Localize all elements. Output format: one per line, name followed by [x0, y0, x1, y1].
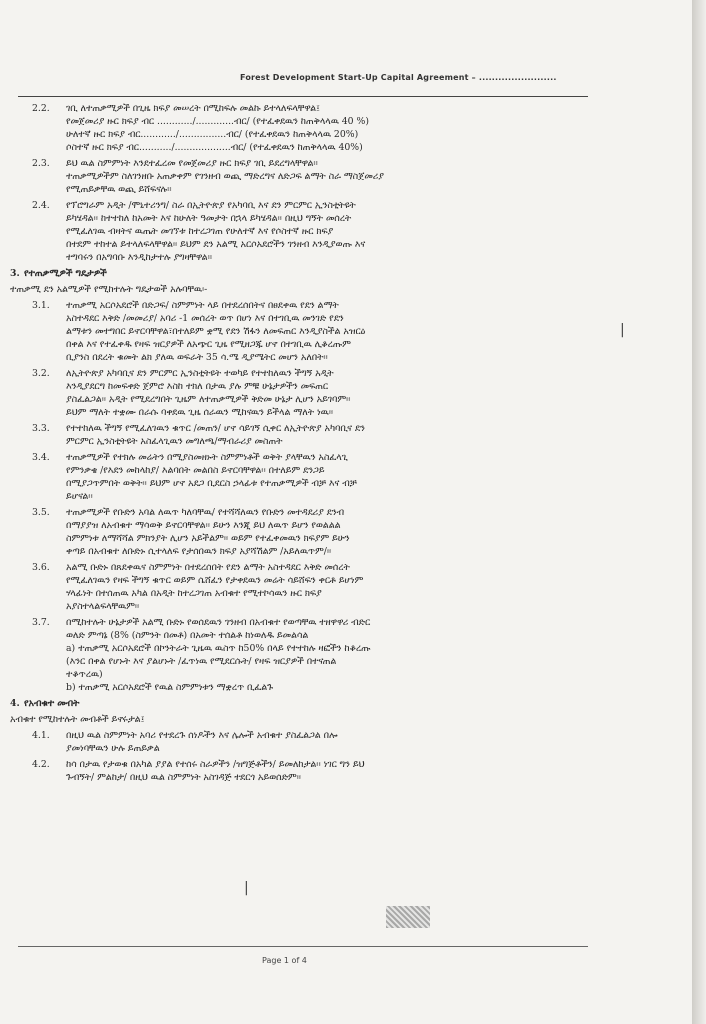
text-line: b) ተጠቃሚ አርሶአደሮች የዉል ስምምነቱን ማቋረጥ ቢፈልጉ: [66, 682, 273, 693]
footer-rule: [18, 946, 588, 947]
clause-number: 2.2.: [32, 103, 50, 114]
text-line: ስምምነቱ ለማሻሻል ምክንያት ሊሆን አይችልም፡፡ ወይም የተፈቀመዉን ክፍያም ይሁን: [66, 533, 350, 544]
clause: [10, 713, 678, 726]
text-line: ይሆናል፡፡: [66, 491, 93, 502]
text-line: ተግባሩን በአግባቡ እንዲከታተሉ ያግዛቸዋል።: [66, 252, 212, 263]
clause: [10, 506, 678, 558]
stamp-mark: [386, 906, 430, 928]
text-line: አያስተላልፍላቸዉም፡፡: [66, 601, 140, 612]
text-line: የሚፈለገዉን የዛፍ ችግኝ ቁጥር ወይም ሴሸፈን የታቀደዉን መሬት ሳይሸፍን ቀርቶ ይሆነም: [66, 575, 364, 586]
text-line: ለኢትዮጵያ አካባቢና ደን ምርምር ኢንስቲትዩት ተወካይ የተተከለዉን ችግኝ አዲት: [66, 368, 334, 379]
text-line: ቢያንስ በደረት ቁመት ልክ ያለዉ ወፍራት 35 ሳ.ሜ ዲያሜትር መሆን አለበት፡፡: [66, 352, 328, 363]
text-line: የመጀመሪያ ዙር ክፍያ ብር ............/.............ብር/ (የተፈቀደዉን ከጠቅላላዉ 40 %): [66, 116, 369, 127]
text-line: ይህም ማለት ተቋሙ በራሱ ባቀደዉ ጊዜ ሰራዉን ሚከናዉን ይችላል ማለት ነዉ፡፡: [66, 407, 334, 418]
clause-number: 4.2.: [32, 759, 50, 770]
page-edge: [692, 0, 706, 1024]
text-line: በቀል እና የተፈቀዱ የዛፍ ዝርያዎች ለአጭር ጊዜ የሚዘጋጁ ሆኖ በተገቢዉ ሊቆረጡም: [66, 339, 351, 350]
text-line: ጉብኝት/ ምልከታ/ በዚህ ዉል ስምምነት አስገዳጅ ተደርጎ አይወሰድም፡፡: [66, 772, 301, 783]
clause-number: 4.1.: [32, 730, 50, 741]
clause: [10, 157, 678, 196]
clause: [10, 199, 678, 264]
text-line: በሚከተሉት ሁኔታዎች አልሚ ቡድኑ የወሰደዉን ገንዘብ በአብቁተ የወጣቸዉ ተዘዋዋሪ ብድር: [66, 617, 371, 628]
clause-number: 2.4.: [32, 200, 50, 211]
text-line: በዚህ ዉል ስምምነት አባሪ የተደረጉ ሰነዶችን እና ሌሎች አብቁተ ያስፈልጋል በሎ: [66, 730, 338, 741]
clause: [10, 758, 678, 784]
document-body: [10, 102, 678, 787]
text-line: የምንቃቄ /የእደን መከላከያ/ እልባበት መልበስ ይኖርባቸዋል፡፡ በተለይም ደንጋይ: [66, 465, 325, 476]
text-line: አልሚ ቡድኑ በጸደቀዉና ስምምነት በተደረሰበት የደን ልማት አስተዳደር እቅድ መሰረት: [66, 562, 350, 573]
text-line: አብቁተ የሚከተሉት መብቶች ይኖሩታል፤: [10, 714, 145, 725]
clause-number: 3.7.: [32, 617, 50, 628]
text-line: (እንር በቀል የሆኑት እና ያልሆኑት /ፈጥነዉ የሚደርሱት/ የዛፍ ዝርያዎች በተናጠል: [66, 656, 337, 667]
text-line: የተጠቃሚዎች ግዴታዎች: [24, 268, 107, 279]
clause: [10, 422, 678, 448]
clause-number: 3.3.: [32, 423, 50, 434]
clause: [10, 102, 678, 154]
text-line: ተጠቃሚዎች የተክሉ መሬትን በሚያስመዘኑት ስምምነቶች ወቅት ያላቸዉን አስፈላጊ: [66, 452, 348, 463]
clause-number: 3.4.: [32, 452, 50, 463]
text-line: ልማቱን መተግበር ይኖርባቸዋል፣በተለይም ቋሚ የደን ሽፋን ለመፍጠር እንዲያስችል አዝርዕ: [66, 326, 366, 337]
clause: [10, 367, 678, 419]
section-heading: [10, 697, 678, 710]
text-line: ይካሄዳል፡፡ ከተተከለ ከአመት እና ከሁለት ዓመታት በኋላ ይካሄዳል፡፡ በዚህ ግኝት መሰረት: [66, 213, 352, 224]
text-line: ቀጣይ በአብቁተ ለቡድኑ ሲተላለፍ የታሰበዉን ክፍያ አያሻሽልም /አይለዉጥም/፡፡: [66, 546, 332, 557]
text-line: ይህ ዉል ስምምነት እንደተፈረመ የመጀመሪያ ዙር ክፍያ ገቢ ይደረግላቸዋል።: [66, 158, 318, 169]
text-line: የአብቁተ መብት: [24, 698, 80, 709]
clause-number: 3.2.: [32, 368, 50, 379]
text-line: እንዲያደርግ ከመፍቀድ ጀምሮ እስከ ተክለ በታዉ ያሉ ምቹ ሁኔታዎችን መፍጠር: [66, 381, 328, 392]
text-line: ተጠቃሚ ደን አልሚዎች የሚከተሉት ግዴታወች አሉባቸዉ፡-: [10, 284, 208, 295]
text-line: ከሳ በታዉ የታወቁ በአካል ያያል የተሰሩ ስራዎችን /ዝግጅቶችን/ ይመለከታል፡፡ ነገር ግን ይህ: [66, 759, 365, 770]
text-line: የሚፈለገዉ ብዛትና ዉጤት መገኘቱ ከተረጋገጠ የሁለተኛ እና የሶስተኛ ዙር ክፍያ: [66, 226, 334, 237]
text-line: ገቢ ለተጠቃሚዎች በጊዜ ክፍያ መሠረት በሚከፍሉ መልኩ ይተላለፍላቸዋል፤: [66, 103, 320, 114]
page-header: Forest Development Start-Up Capital Agreement – ........................: [240, 73, 557, 82]
header-rule: [18, 96, 588, 97]
text-line: በተደም ተከተል ይተላለፍላቸዋል፡፡ ይህም ደን አልሚ አርሶአደሮችን ገንዘብ እንዲያወጡ እና: [66, 239, 366, 250]
text-line: ያመነባቸዉን ሁሉ ይጠይቃል: [66, 743, 160, 754]
clause: [10, 561, 678, 613]
clause-number: 3.5.: [32, 507, 50, 518]
text-line: a) ተጠቃሚ አርሶአደሮች በኮንትራት ጊዜዉ ዉስጥ ከ50% በላይ የተተከሉ ዛፎችን ከቆረጡ: [66, 643, 371, 654]
text-line: ሁለተኛ ዙር ክፍያ ብር............/................ብር/ (የተፈቀደዉን ከጠቅላላዉ 20%): [66, 129, 359, 140]
clause: [10, 616, 678, 694]
clause: [10, 729, 678, 755]
clause: [10, 283, 678, 296]
margin-mark: |: [244, 880, 249, 896]
text-line: ሃላፊነት በተሰጠዉ አካል በአዲት ከተረጋገጠ አብቁተ የሚተኮሳዉን ዙር ክፍያ: [66, 588, 322, 599]
clause-number: 4.: [10, 698, 20, 709]
clause-number: 2.3.: [32, 158, 50, 169]
text-line: በሚያጋጥምበት ወቅት፡፡ ይህም ሆኖ አደጋ ቢደርስ ኃላፊቱ የተጠቃሚዎች ብቻ እና ብቻ: [66, 478, 357, 489]
clause-number: 3.6.: [32, 562, 50, 573]
text-line: ምርምር ኢንስቲትዩት አስፈላጊዉን መግለጫ/ማብራሪያ መስጠት: [66, 436, 283, 447]
text-line: ተጠቃሚዎች የቡድን አባል ለዉጥ ካለባቸዉ/ የተሻሻለዉን የቡድን መተዳደሪያ ደንብ: [66, 507, 345, 518]
clause-number: 3.1.: [32, 300, 50, 311]
text-line: ተቆጥረዉ): [66, 669, 103, 680]
text-line: ሶስተኛ ዙር ክፍያ ብር.........../...................ብር/ (የተፈቀደዉን ከጠቅላላዉ 40%): [66, 142, 363, 153]
text-line: ወለድ ምጣኔ (8% (ስምንት በመቶ) በአመት ተሰልቶ ከነወለዱ ይመልሳል: [66, 630, 309, 641]
text-line: የተተከለዉ ችግኝ የሚፈለገዉን ቁጥር /መጠን/ ሆኖ ሳይገኝ ሲቀር ለኢትዮጵያ አካባቢና ደን: [66, 423, 365, 434]
clause: [10, 451, 678, 503]
clause: [10, 299, 678, 364]
text-line: ተጠቃሚዎችም ስለገንዘቡ አጠቃቀም የገንዘብ ወጪ ማድረግና ለድጋፍ ልማት ስራ ማስጀመሪያ: [66, 171, 384, 182]
margin-mark: |: [620, 322, 625, 338]
text-line: የሚጠይቃቸዉ ወጪ ይሸፍናሉ።: [66, 184, 172, 195]
text-line: አስተዳደር እቅድ /መመሪያ/ አባሪ -1 መሰረት ወጥ በሆነ እና በተገቢዉ መንገድ የደን: [66, 313, 344, 324]
text-line: ያስፈልጋል፡፡ አዲት የሚደረግበት ጊዜም ለተጠቃሚዎች ቅድመ ሁኔታ ሊሆን አይገባም፡፡: [66, 394, 351, 405]
text-line: በማያያዝ ለአብቁተ ማሳወቅ ይኖርባቸዋል፡፡ ይሁን እንጂ ይህ ለዉጥ ይሆን የወልልል: [66, 520, 341, 531]
clause-number: 3.: [10, 268, 20, 279]
section-heading: [10, 267, 678, 280]
page-number: Page 1 of 4: [262, 956, 307, 965]
text-line: የፕሮግራም አዲት /ሞኒተሪንግ/ ስራ በኢትዮጵያ የአካባቢ እና ደን ምርምር ኢንስቲትዩት: [66, 200, 356, 211]
text-line: ተጠቃሚ አርሶአደሮች በድጋፍ/ ስምምነት ላይ በተደረሰበትና በፀደቀዉ የደን ልማት: [66, 300, 339, 311]
